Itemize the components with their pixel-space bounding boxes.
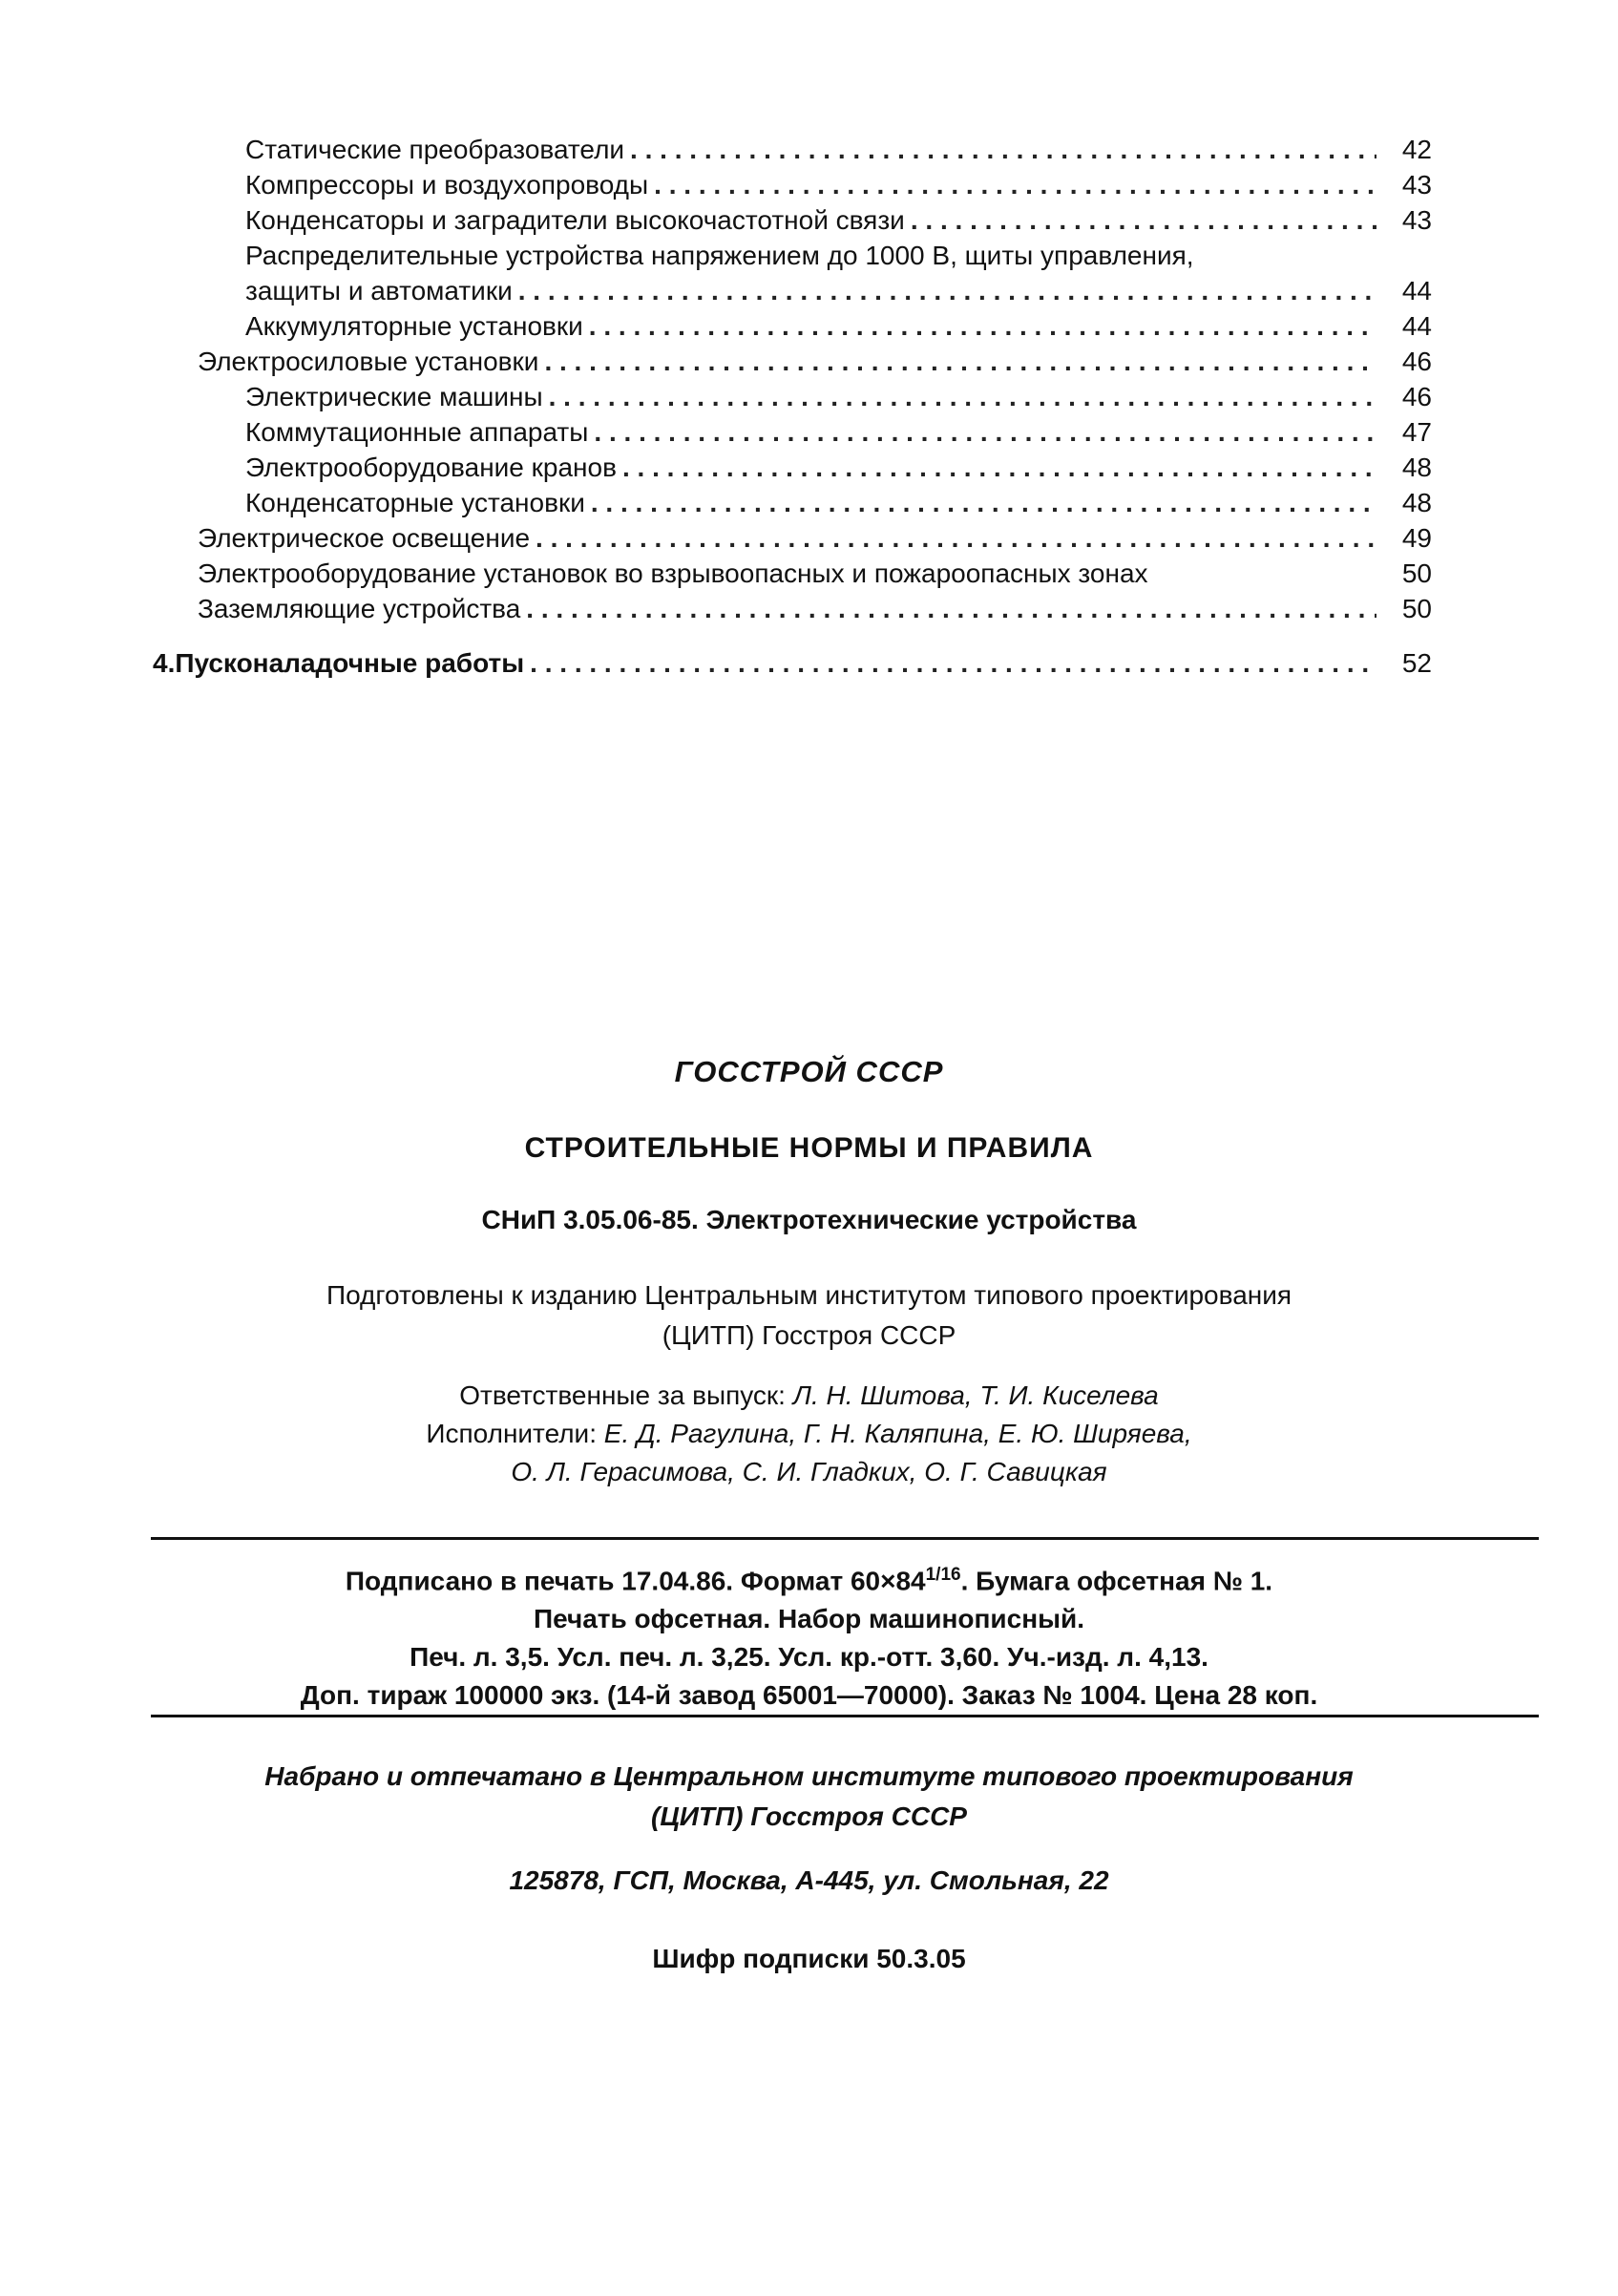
toc-item-page: 49 [1401, 523, 1432, 553]
toc-item [153, 308, 1432, 344]
toc-item [153, 238, 1432, 273]
toc-item-label: Конденсаторы и заградители высокочастотной связи [245, 205, 905, 235]
toc-item-label: Электрооборудование установок во взрывоопасных и пожароопасных зонах [198, 558, 1148, 588]
credits-block [0, 1377, 1618, 1491]
toc-leader-dots [549, 379, 1376, 414]
toc-item-page: 50 [1401, 594, 1432, 623]
toc-item [153, 379, 1432, 414]
executors-line [0, 1453, 1618, 1491]
toc-leader-dots [526, 591, 1376, 626]
toc-item [153, 556, 1432, 591]
imprint-text: Подписано в печать 17.04.86. Формат 60×84 [345, 1566, 926, 1596]
responsible-line [0, 1377, 1618, 1415]
toc-leader-dots [544, 344, 1376, 379]
toc-item [153, 591, 1432, 626]
toc-item [153, 450, 1432, 485]
toc-item-page: 43 [1401, 170, 1432, 200]
toc-item-label: Электрооборудование кранов [245, 453, 617, 482]
toc-item-page: 42 [1401, 135, 1432, 164]
prepared-line: Подготовлены к изданию Центральным институтом типового проектирования [326, 1280, 1292, 1310]
toc-item-label: Заземляющие устройства [198, 594, 521, 623]
postal-address: 125878, ГСП, Москва, А-445, ул. Смольная, 22 [509, 1865, 1109, 1895]
executors-names: Е. Д. Рагулина, Г. Н. Каляпина, Е. Ю. Ширяева, [603, 1419, 1192, 1448]
imprint-line: Печ. л. 3,5. Усл. печ. л. 3,25. Усл. кр.-отт. 3,60. Уч.-изд. л. 4,13. [410, 1642, 1208, 1673]
series-title: СТРОИТЕЛЬНЫЕ НОРМЫ И ПРАВИЛА [524, 1132, 1094, 1164]
toc-leader-dots [911, 202, 1376, 238]
printed-by-block [0, 1757, 1618, 1837]
printed-line: Набрано и отпечатано в Центральном институте типового проектирования [264, 1761, 1354, 1791]
toc-item [153, 132, 1432, 167]
toc-item-page: 50 [1401, 558, 1432, 588]
toc-item-page: 47 [1401, 417, 1432, 447]
toc-item [153, 414, 1432, 450]
toc-item-label: Электрическое освещение [198, 523, 531, 553]
toc-item [153, 202, 1432, 238]
toc-main-item-number: 4. [153, 648, 176, 678]
executors-line [0, 1415, 1618, 1453]
toc-leader-dots [622, 450, 1376, 485]
printed-line: (ЦИТП) Госстроя СССР [651, 1801, 967, 1831]
toc-item-label: Статические преобразователи [245, 135, 625, 164]
toc-leader-dots [654, 167, 1376, 202]
imprint-line: Печать офсетная. Набор машинописный. [533, 1604, 1085, 1634]
imprint-line [0, 1556, 1618, 1600]
toc-item-label: защиты и автоматики [245, 276, 513, 305]
toc-item-label: Коммутационные аппараты [245, 417, 589, 447]
executors-names: О. Л. Герасимова, С. И. Гладких, О. Г. Савицкая [511, 1457, 1107, 1486]
toc-leader-dots [589, 308, 1376, 344]
toc-main-item [153, 645, 1432, 681]
toc-leader-dots [630, 132, 1376, 167]
toc-leader-dots [594, 414, 1376, 450]
toc-item-label: Аккумуляторные установки [245, 311, 583, 341]
toc-item-label: Электросиловые установки [198, 347, 539, 376]
toc-item-page: 44 [1401, 311, 1432, 341]
toc-item [153, 485, 1432, 520]
responsible-role: Ответственные за выпуск: [459, 1380, 786, 1410]
table-of-contents [153, 132, 1432, 681]
prepared-line: (ЦИТП) Госстроя СССР [662, 1320, 956, 1350]
toc-main-item-label: Пусконаладочные работы [175, 648, 525, 678]
toc-leader-dots [530, 645, 1376, 681]
organization-heading: ГОССТРОЙ СССР [674, 1055, 944, 1088]
executors-role: Исполнители: [426, 1419, 597, 1448]
subscription-code: Шифр подписки 50.3.05 [652, 1944, 966, 1973]
toc-item-label: Электрические машины [245, 382, 543, 411]
divider [151, 1715, 1539, 1717]
toc-item [153, 167, 1432, 202]
toc-item-label: Распределительные устройства напряжением до 1000 В, щиты управления, [245, 241, 1194, 270]
toc-leader-dots [536, 520, 1376, 556]
toc-leader-dots [518, 273, 1376, 308]
prepared-by-block [0, 1275, 1618, 1356]
toc-item-label: Конденсаторные установки [245, 488, 585, 517]
imprint-text: . Бумага офсетная № 1. [960, 1566, 1273, 1596]
format-fraction: 1/16 [925, 1565, 961, 1585]
toc-leader-dots [591, 485, 1376, 520]
toc-item [153, 273, 1432, 308]
divider [151, 1537, 1539, 1540]
toc-item [153, 344, 1432, 379]
toc-item-label: Компрессоры и воздухопроводы [245, 170, 649, 200]
toc-item [153, 520, 1432, 556]
toc-item-page: 44 [1401, 276, 1432, 305]
toc-item-page: 48 [1401, 488, 1432, 517]
responsible-names: Л. Н. Шитова, Т. И. Киселева [792, 1380, 1159, 1410]
toc-main-item-page: 52 [1401, 648, 1432, 678]
toc-item-page: 46 [1401, 382, 1432, 411]
toc-item-page: 43 [1401, 205, 1432, 235]
imprint-block [0, 1556, 1618, 1715]
imprint-line: Доп. тираж 100000 экз. (14-й завод 65001—70000). Заказ № 1004. Цена 28 коп. [300, 1680, 1318, 1711]
document-code-title: СНиП 3.05.06-85. Электротехнические устройства [481, 1205, 1137, 1234]
toc-item-page: 48 [1401, 453, 1432, 482]
toc-item-page: 46 [1401, 347, 1432, 376]
